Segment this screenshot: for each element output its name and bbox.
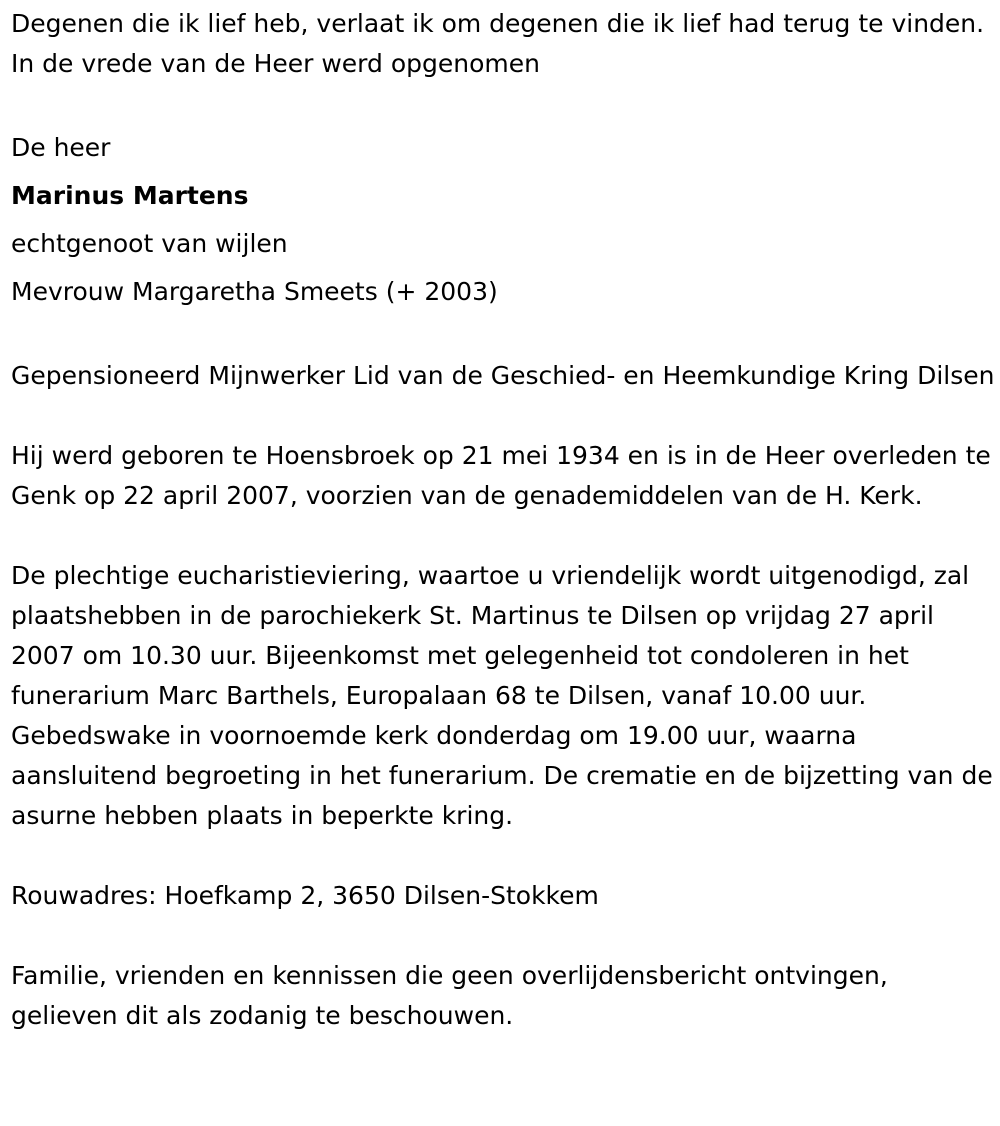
deceased-block	[11, 124, 995, 316]
occupation-paragraph: Gepensioneerd Mijnwerker Lid van de Geschied- en Heemkundige Kring Dilsen	[11, 361, 995, 390]
birth-death-paragraph: Hij werd geboren te Hoensbroek op 21 mei 1934 en is in de Heer overleden te Genk op 22 april 2007, voorzien van de genademiddelen van de H. Kerk.	[11, 441, 991, 510]
ceremony-paragraph: De plechtige eucharistieviering, waartoe u vriendelijk wordt uitgenodigd, zal plaatshebben in de parochiekerk St. Martinus te Dilsen op vrijdag 27 april 2007 om 10.30 uur. Bijeenkomst met gelegenheid tot condoleren in het funerarium Marc Barthels, Europalaan 68 te Dilsen, vanaf 10.00 uur. Gebedswake in voornoemde kerk donderdag om 19.00 uur, waarna aansluitend begroeting in het funerarium. De crematie en de bijzetting van de asurne hebben plaats in beperkte kring.	[11, 561, 993, 830]
opening-paragraph: Degenen die ik lief heb, verlaat ik om degenen die ik lief had terug te vinden. In de vrede van de Heer werd opgenomen	[11, 9, 985, 78]
address-paragraph: Rouwadres: Hoefkamp 2, 3650 Dilsen-Stokkem	[11, 881, 599, 910]
deceased-name: Marinus Martens	[11, 181, 249, 210]
deceased-relation: echtgenoot van wijlen	[11, 229, 288, 258]
obituary-document	[11, 4, 995, 1036]
deceased-title: De heer	[11, 133, 111, 162]
deceased-spouse: Mevrouw Margaretha Smeets (+ 2003)	[11, 277, 498, 306]
closing-paragraph: Familie, vrienden en kennissen die geen overlijdensbericht ontvingen, gelieven dit als zodanig te beschouwen.	[11, 961, 888, 1030]
